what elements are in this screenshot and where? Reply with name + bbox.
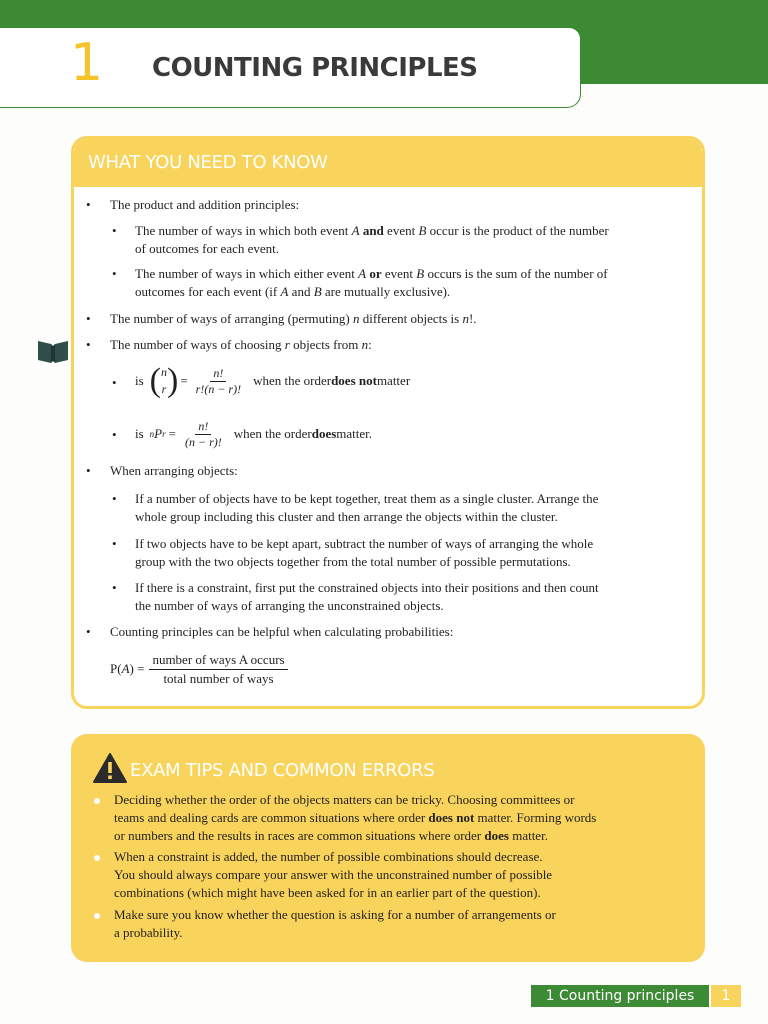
bullet-dot: •: [112, 491, 117, 506]
list-item: Counting principles can be helpful when calculating probabilities:: [110, 624, 454, 639]
list-item-line: of outcomes for each event.: [135, 241, 280, 256]
bullet-dot: •: [86, 197, 91, 212]
chapter-title: COUNTING PRINCIPLES: [152, 53, 478, 83]
bullet-dot: •: [112, 223, 117, 238]
bullet-dot: [94, 798, 100, 804]
tip-item: When a constraint is added, the number of possible combinations should decrease.: [114, 849, 543, 864]
bullet-dot: •: [86, 463, 91, 478]
tip-item: Deciding whether the order of the objects matters can be tricky. Choosing committees or: [114, 792, 575, 807]
list-item: If two objects have to be kept apart, subtract the number of ways of arranging the whole: [135, 536, 594, 551]
tip-item-line: You should always compare your answer with the unconstrained number of possible: [114, 867, 553, 882]
list-item-line: outcomes for each event (if A and B are mutually exclusive).: [135, 284, 451, 299]
page-number: 1: [711, 985, 741, 1007]
probability-formula: P( A ) = $\frac{\text{number of ways A occurs}}{\text{total number of ways}}$: [110, 648, 291, 690]
list-item-line: group with the two objects together from the total number of possible permutations.: [135, 554, 571, 569]
bullet-dot: •: [112, 427, 117, 442]
list-item: The product and addition principles:: [110, 197, 300, 212]
tip-item: Make sure you know whether the question is asking for a number of arrangements or: [114, 907, 556, 922]
list-item: When arranging objects:: [110, 463, 238, 478]
bullet-dot: •: [112, 580, 117, 595]
tip-item-line: combinations (which might have been asked for in an earlier part of the question).: [114, 885, 541, 900]
list-item: The number of ways of choosing r objects from n:: [110, 337, 372, 352]
list-item-line: the number of ways of arranging the unconstrained objects.: [135, 598, 444, 613]
bullet-dot: •: [86, 624, 91, 639]
warning-icon: [92, 752, 128, 784]
tips-heading: EXAM TIPS AND COMMON ERRORS: [130, 760, 435, 781]
list-item: If there is a constraint, first put the constrained objects into their positions and then count: [135, 580, 599, 595]
bullet-dot: [94, 913, 100, 919]
list-item: The number of ways in which either event A or event B occurs is the sum of the number of: [135, 266, 608, 281]
bullet-dot: •: [112, 266, 117, 281]
tip-item-line: teams and dealing cards are common situations where order does not matter. Forming words: [114, 810, 597, 825]
chapter-number: 1: [70, 33, 104, 93]
bullet-dot: •: [112, 536, 117, 551]
list-item: The number of ways in which both event A and event B occur is the product of the number: [135, 223, 609, 238]
tip-item-line: a probability.: [114, 925, 183, 940]
bullet-dot: [94, 855, 100, 861]
list-item-line: whole group including this cluster and then arrange the objects within the cluster.: [135, 509, 558, 524]
book-icon: [36, 338, 70, 364]
combination-formula: is ( n r ) = $\frac{n!}{r!(n - r)!}$ when the order does not matter: [135, 362, 411, 399]
list-item: The number of ways of arranging (permuting) n different objects is n!.: [110, 311, 477, 326]
permutation-formula: is n P r = $\frac{n!}{(n - r)!}$ when the order does matter.: [135, 418, 373, 449]
know-heading: WHAT YOU NEED TO KNOW: [74, 139, 702, 187]
tip-item-line: or numbers and the results in races are common situations where order does matter.: [114, 828, 548, 843]
list-item: If a number of objects have to be kept together, treat them as a single cluster. Arrange the: [135, 491, 599, 506]
bullet-dot: •: [86, 337, 91, 352]
footer-section-label: 1 Counting principles: [531, 985, 709, 1007]
bullet-dot: •: [86, 311, 91, 326]
bullet-dot: •: [112, 375, 117, 390]
